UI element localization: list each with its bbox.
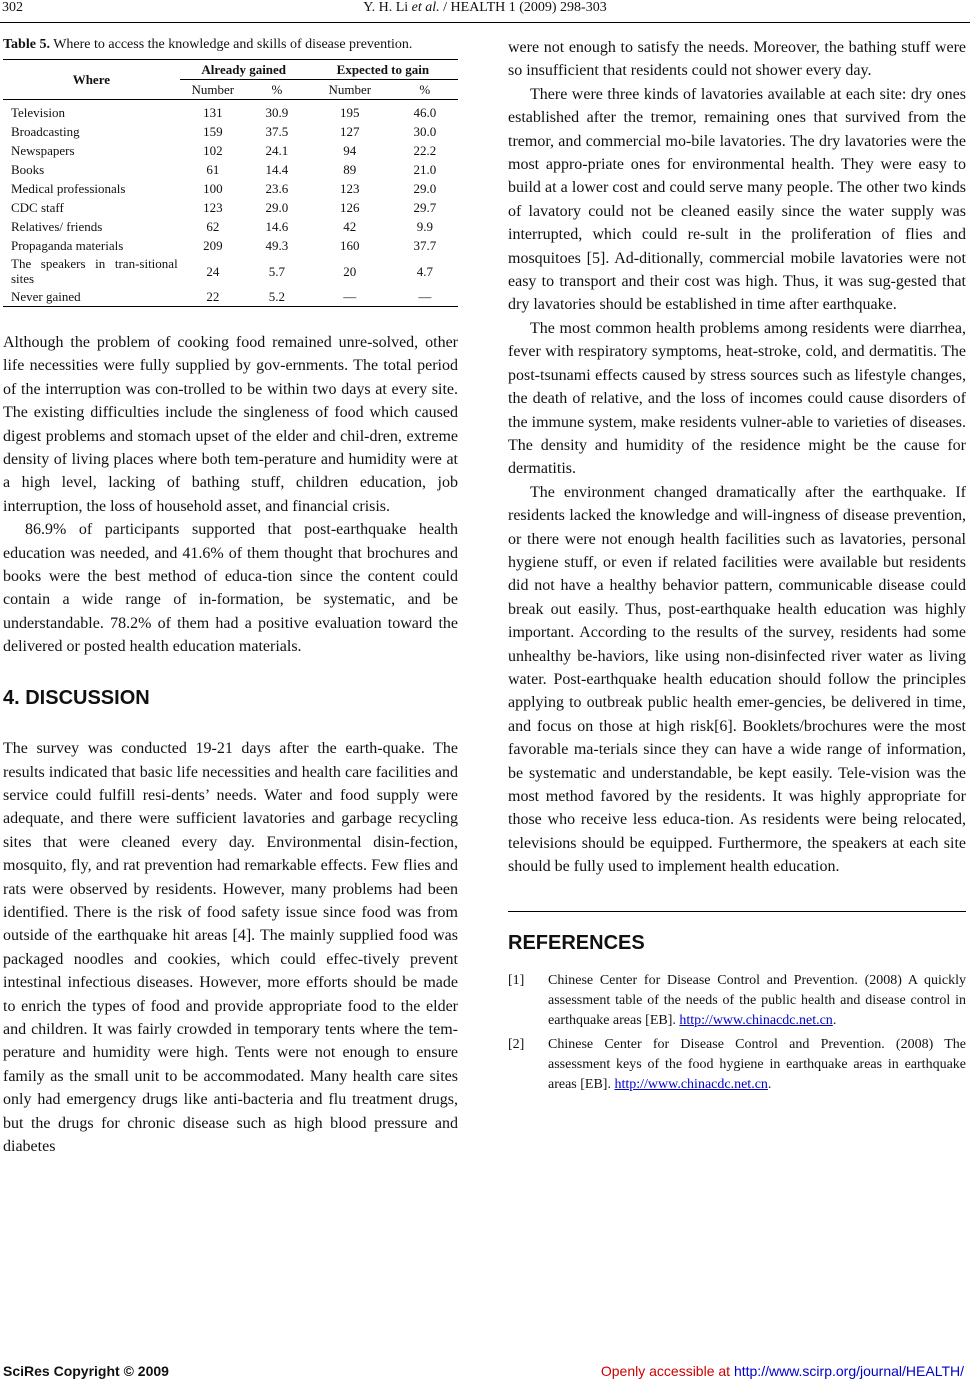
reference-item xyxy=(508,1035,966,1095)
cell-pct-expected: 21.0 xyxy=(413,162,437,177)
body-paragraph: 86.9% of participants supported that post-earthquake health education was needed, and 41.6% of them thought that brochures and books were the best method of educa-tion since the content could contain a wide range of in-formation, be systematic, and be understandable. 78.2% of them had a positive evaluation toward the delivered or posted health education materials. xyxy=(3,521,458,656)
cell-pct-expected: 37.7 xyxy=(413,238,437,253)
body-paragraph: The environment changed dramatically after the earthquake. If residents lacked the knowledge and will-ingness of disease prevention, or there were not enough health facilities such as lavatories, personal hygiene stuff, or even if related facilities were available but residents did not have a healthy behavior pattern, communicable disease could break out easily. Thus, post-earthquake health education was highly important. According to the results of the survey, residents had some unhealthy be-haviors, like using non-disinfected river water as living water. Post-earthquake health education should follow the principles applying to outbreak public health emer-gencies, be delivered in time, and focus on those at high risk[6]. Booklets/brochures were the most favorable ma-terials since they can have a wide range of information, be systematic and understandable, be kept easily. Tele-vision was the most method favored by the residents. It was highly appropriate for those who receive less educa-tion. As residents were being relocated, televisions should be equipped. Furthermore, the speakers at each site should be fully used to implement health education. xyxy=(508,483,966,876)
table-row xyxy=(3,160,458,179)
table-row xyxy=(3,141,458,160)
reference-text xyxy=(548,1035,966,1095)
running-author: Y. H. Li xyxy=(363,0,409,15)
cell-pct-already: 14.6 xyxy=(265,219,289,234)
cell-number-expected: 42 xyxy=(343,219,357,234)
cell-pct-expected: 29.0 xyxy=(413,181,437,196)
cell-number-expected: 94 xyxy=(343,143,357,158)
cell-number-already: 61 xyxy=(206,162,220,177)
cell-where: Relatives/ friends xyxy=(11,219,103,234)
reference-link[interactable]: http://www.chinacdc.net.cn xyxy=(614,1077,768,1093)
cell-number-already: 22 xyxy=(180,287,246,307)
cell-pct-already: 5.7 xyxy=(268,263,285,279)
cell-pct-expected: 22.2 xyxy=(413,143,437,158)
table-row xyxy=(3,198,458,217)
cell-where: The speakers in tran-sitional sites xyxy=(11,256,178,286)
cell-number-already: 24 xyxy=(206,263,220,279)
page-number: 302 xyxy=(2,0,23,15)
header-already-gained: Already gained xyxy=(180,60,308,80)
cell-number-expected: 20 xyxy=(343,263,357,279)
body-paragraph: The most common health problems among residents were diarrhea, fever with respiratory symptoms, heat-stroke, cold, and dermatitis. The post-tsunami effects caused by stress sources such as lifestyle changes, the death of relative, and the loss of incomes could cause disorders of the immune system, make residents vulner-able to varieties of diseases. The density and humidity of the residence might be the cause for dermatitis. xyxy=(508,319,966,478)
cell-pct-already: 37.5 xyxy=(265,124,289,139)
reference-number: [1] xyxy=(508,973,525,989)
cell-pct-expected: 30.0 xyxy=(413,124,437,139)
header-number-already: Number xyxy=(180,80,246,100)
table-row xyxy=(3,217,458,236)
table-row xyxy=(3,236,458,255)
cell-number-expected: — xyxy=(308,287,392,307)
cell-where: Newspapers xyxy=(11,143,75,158)
cell-number-already: 159 xyxy=(203,124,223,139)
cell-number-expected: 126 xyxy=(339,200,360,215)
cell-number-already: 123 xyxy=(203,200,223,215)
reference-item xyxy=(508,971,966,1031)
header-where: Where xyxy=(3,60,180,100)
table-5 xyxy=(3,59,458,307)
reference-body: Chinese Center for Disease Control and Prevention. (2008) The assessment keys of the food hygiene in earthquake areas in earthquake areas [EB]. xyxy=(548,1037,966,1093)
header-number-expected: Number xyxy=(308,80,392,100)
running-etal: et al. xyxy=(411,0,440,15)
body-paragraph: The survey was conducted 19-21 days after the earth-quake. The results indicated that basic life necessities and health care facilities and service could fulfill resi-dents’ needs. Water and food supply were adequate, and there were sufficient lavatories and garbage recycling sites that were cleaned every day. Environmental disin-fection, mosquito, fly, and rat prevention had remarkable effects. Few flies and rats were observed by residents. However, many problems had been identified. There is the risk of food safety issue since food was from outside of the earthquake hit areas [4]. The mainly supplied food was packaged noodles and cookies, which could effec-tively prevent intestinal infectious diseases. However, more efforts should be made to enrich the types of food and provide appropriate food to the elder and children. It was fairly crowded in temporary tents where the tem-perature and humidity were high. Tents were not enough to ensure family as the small unit to be accommodated. Many health care sites only had emergency drugs like anti-bacteria and flu treatment drugs, but the drugs for chronic disease such as high blood pressure and diabetes xyxy=(3,740,458,1155)
body-paragraph: There were three kinds of lavatories available at each site: dry ones established after the tremor, remaining ones that survived from the tremor, and commercial mo-bile lavatories. The dry lavatories were the most appro-priate ones for environmental health. They were easy to build at a lower cost and could serve many people. The other two kinds of lavatory could not be cleaned easily since the water supply was interrupted, which could re-sult in the proliferation of flies and mosquitoes [5]. Ad-ditionally, commercial mobile lavatories were not easy to transport and their cost was high. Thus, it was sug-gested that dry lavatories should be established in time after earthquake. xyxy=(508,85,966,314)
cell-pct-expected: 29.7 xyxy=(413,200,437,215)
cell-pct-already: 30.9 xyxy=(265,105,289,120)
cell-number-expected: 160 xyxy=(339,238,360,253)
reference-number: [2] xyxy=(508,1037,525,1053)
cell-number-expected: 89 xyxy=(343,162,357,177)
right-column xyxy=(508,36,966,1095)
cell-where: CDC staff xyxy=(11,200,64,215)
left-column xyxy=(3,36,458,1158)
table-row xyxy=(3,100,458,123)
table-caption xyxy=(3,36,458,53)
cell-number-expected: 123 xyxy=(339,181,360,196)
table-row xyxy=(3,287,458,307)
footer-access xyxy=(508,1363,964,1379)
table-row xyxy=(3,179,458,198)
cell-number-expected: 127 xyxy=(339,124,360,139)
cell-where: Television xyxy=(11,105,65,120)
cell-pct-already: 49.3 xyxy=(265,238,289,253)
cell-number-already: 100 xyxy=(203,181,223,196)
cell-pct-already: 29.0 xyxy=(265,200,289,215)
footer-access-prefix: Openly accessible at xyxy=(600,1363,734,1379)
footer-journal-link[interactable]: http://www.scirp.org/journal/HEALTH/ xyxy=(733,1363,964,1379)
cell-number-already: 131 xyxy=(203,105,223,120)
running-journal: / HEALTH 1 (2009) 298-303 xyxy=(443,0,607,15)
header-pct-expected: % xyxy=(392,80,458,100)
reference-body: Chinese Center for Disease Control and Prevention. (2008) A quickly assessment table of the needs of the public health and disease control in earthquake areas [EB]. xyxy=(548,973,966,1029)
cell-number-expected: 195 xyxy=(339,105,360,120)
cell-where: Broadcasting xyxy=(11,124,80,139)
table-row xyxy=(3,255,458,287)
cell-where: Propaganda materials xyxy=(11,238,124,253)
footer-copyright: SciRes Copyright © 2009 xyxy=(3,1363,169,1379)
table-caption-label: Table 5. xyxy=(3,37,50,52)
cell-pct-already: 14.4 xyxy=(265,162,289,177)
references-heading: REFERENCES xyxy=(508,931,645,954)
cell-where: Never gained xyxy=(3,287,180,307)
cell-pct-expected: 46.0 xyxy=(413,105,437,120)
table-row xyxy=(3,122,458,141)
cell-number-already: 62 xyxy=(206,219,220,234)
section-heading: 4. DISCUSSION xyxy=(3,686,150,709)
reference-text xyxy=(548,971,966,1031)
cell-pct-expected: 9.9 xyxy=(416,219,433,234)
header-expected-to-gain: Expected to gain xyxy=(308,60,458,80)
cell-pct-expected: — xyxy=(392,287,458,307)
body-paragraph: were not enough to satisfy the needs. Moreover, the bathing stuff were so insufficient that residents could not shower every day. xyxy=(508,39,966,80)
cell-number-already: 102 xyxy=(203,143,223,158)
cell-number-already: 209 xyxy=(203,238,223,253)
reference-link[interactable]: http://www.chinacdc.net.cn xyxy=(679,1013,833,1029)
cell-pct-already: 5.2 xyxy=(246,287,308,307)
cell-pct-expected: 4.7 xyxy=(416,263,433,279)
cell-pct-already: 23.6 xyxy=(265,181,289,196)
cell-pct-already: 24.1 xyxy=(265,143,289,158)
header-pct-already: % xyxy=(246,80,308,100)
reference-end: . xyxy=(832,1013,837,1029)
table-caption-text: Where to access the knowledge and skills of disease prevention. xyxy=(49,37,413,52)
header-rule xyxy=(0,22,970,23)
cell-where: Books xyxy=(11,162,45,177)
reference-end: . xyxy=(767,1077,772,1093)
body-paragraph: Although the problem of cooking food remained unre-solved, other life necessities were fully supplied by gov-ernments. The total period of the interruption was con-trolled to be within two days at every site. The existing difficulties include the singleness of food which caused digest problems and stomach upset of the elder and chil-dren, extreme density of living places where both tem-perature and humidity were at a high level, lacking of bathing stuff, children education, job interruption, the loss of household asset, and financial crisis. xyxy=(3,334,458,515)
running-header xyxy=(0,0,970,16)
cell-where: Medical professionals xyxy=(11,181,126,196)
